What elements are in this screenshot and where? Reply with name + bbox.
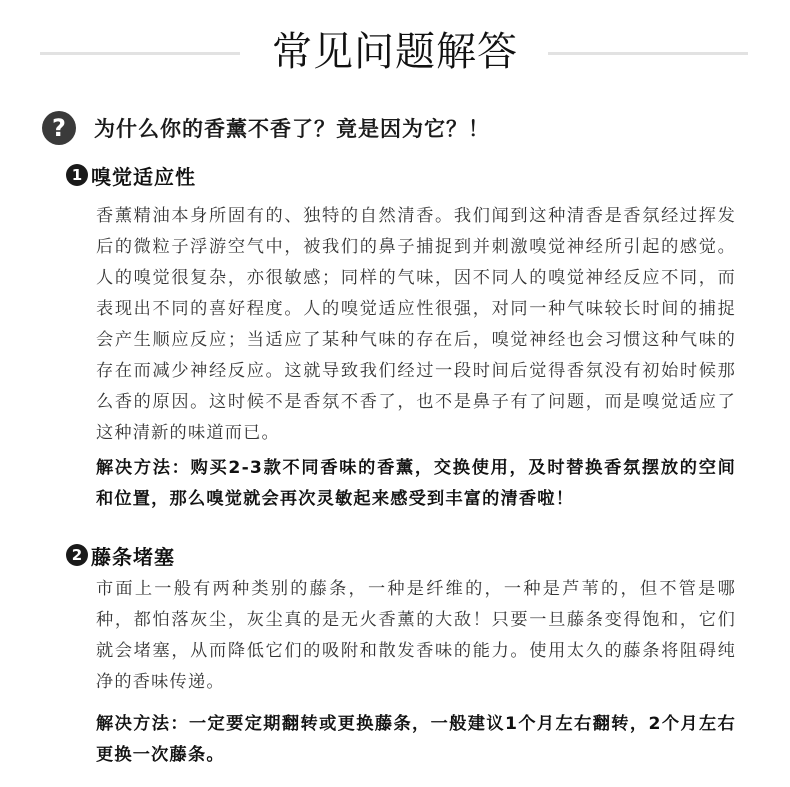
- section-solution-2: 解决方法：一定要定期翻转或更换藤条，一般建议1个月左右翻转，2个月左右更换一次藤条。: [96, 714, 736, 765]
- section-paragraph-2: 市面上一般有两种类别的藤条，一种是纤维的，一种是芦苇的，但不管是哪种，都怕落灰尘，灰尘真的是无火香薰的大敌！只要一旦藤条变得饱和，它们就会堵塞，从而降低它们的吸附和散发香味的能力。使用太久的藤条将阻碍纯净的香味传递。: [96, 579, 736, 692]
- section-title-1: 嗅觉适应性: [91, 164, 196, 189]
- section-heading-2: [66, 540, 175, 570]
- question-text: 为什么你的香薰不香了？竟是因为它？！: [94, 117, 490, 141]
- page-header: [0, 22, 790, 84]
- section-title-2: 藤条堵塞: [91, 544, 175, 569]
- section-paragraph-1: 香薰精油本身所固有的、独特的自然清香。我们闻到这种清香是香氛经过挥发后的微粒子浮游空气中，被我们的鼻子捕捉到并刺激嗅觉神经所引起的感觉。人的嗅觉很复杂，亦很敏感；同样的气味，因不同人的嗅觉神经反应不同，而表现出不同的喜好程度。人的嗅觉适应性很强，对同一种气味较长时间的捕捉会产生顺应反应；当适应了某种气味的存在后，嗅觉神经也会习惯这种气味的存在而减少神经反应。这就导致我们经过一段时间后觉得香氛没有初始时候那么香的原因。这时候不是香氛不香了，也不是鼻子有了问题，而是嗅觉适应了这种清新的味道而已。: [96, 206, 736, 443]
- page-title: 常见问题解答: [272, 29, 518, 75]
- header-divider-right: [548, 52, 748, 55]
- section-solution-1: 解决方法：购买2-3款不同香味的香薰，交换使用，及时替换香氛摆放的空间和位置，那么嗅觉就会再次灵敏起来感受到丰富的清香啦！: [96, 458, 736, 509]
- faq-question: [42, 110, 490, 146]
- question-circle-icon: ?: [42, 111, 76, 145]
- section-heading-1: [66, 160, 196, 190]
- number-badge-2: 2: [66, 544, 88, 566]
- number-badge-1: 1: [66, 164, 88, 186]
